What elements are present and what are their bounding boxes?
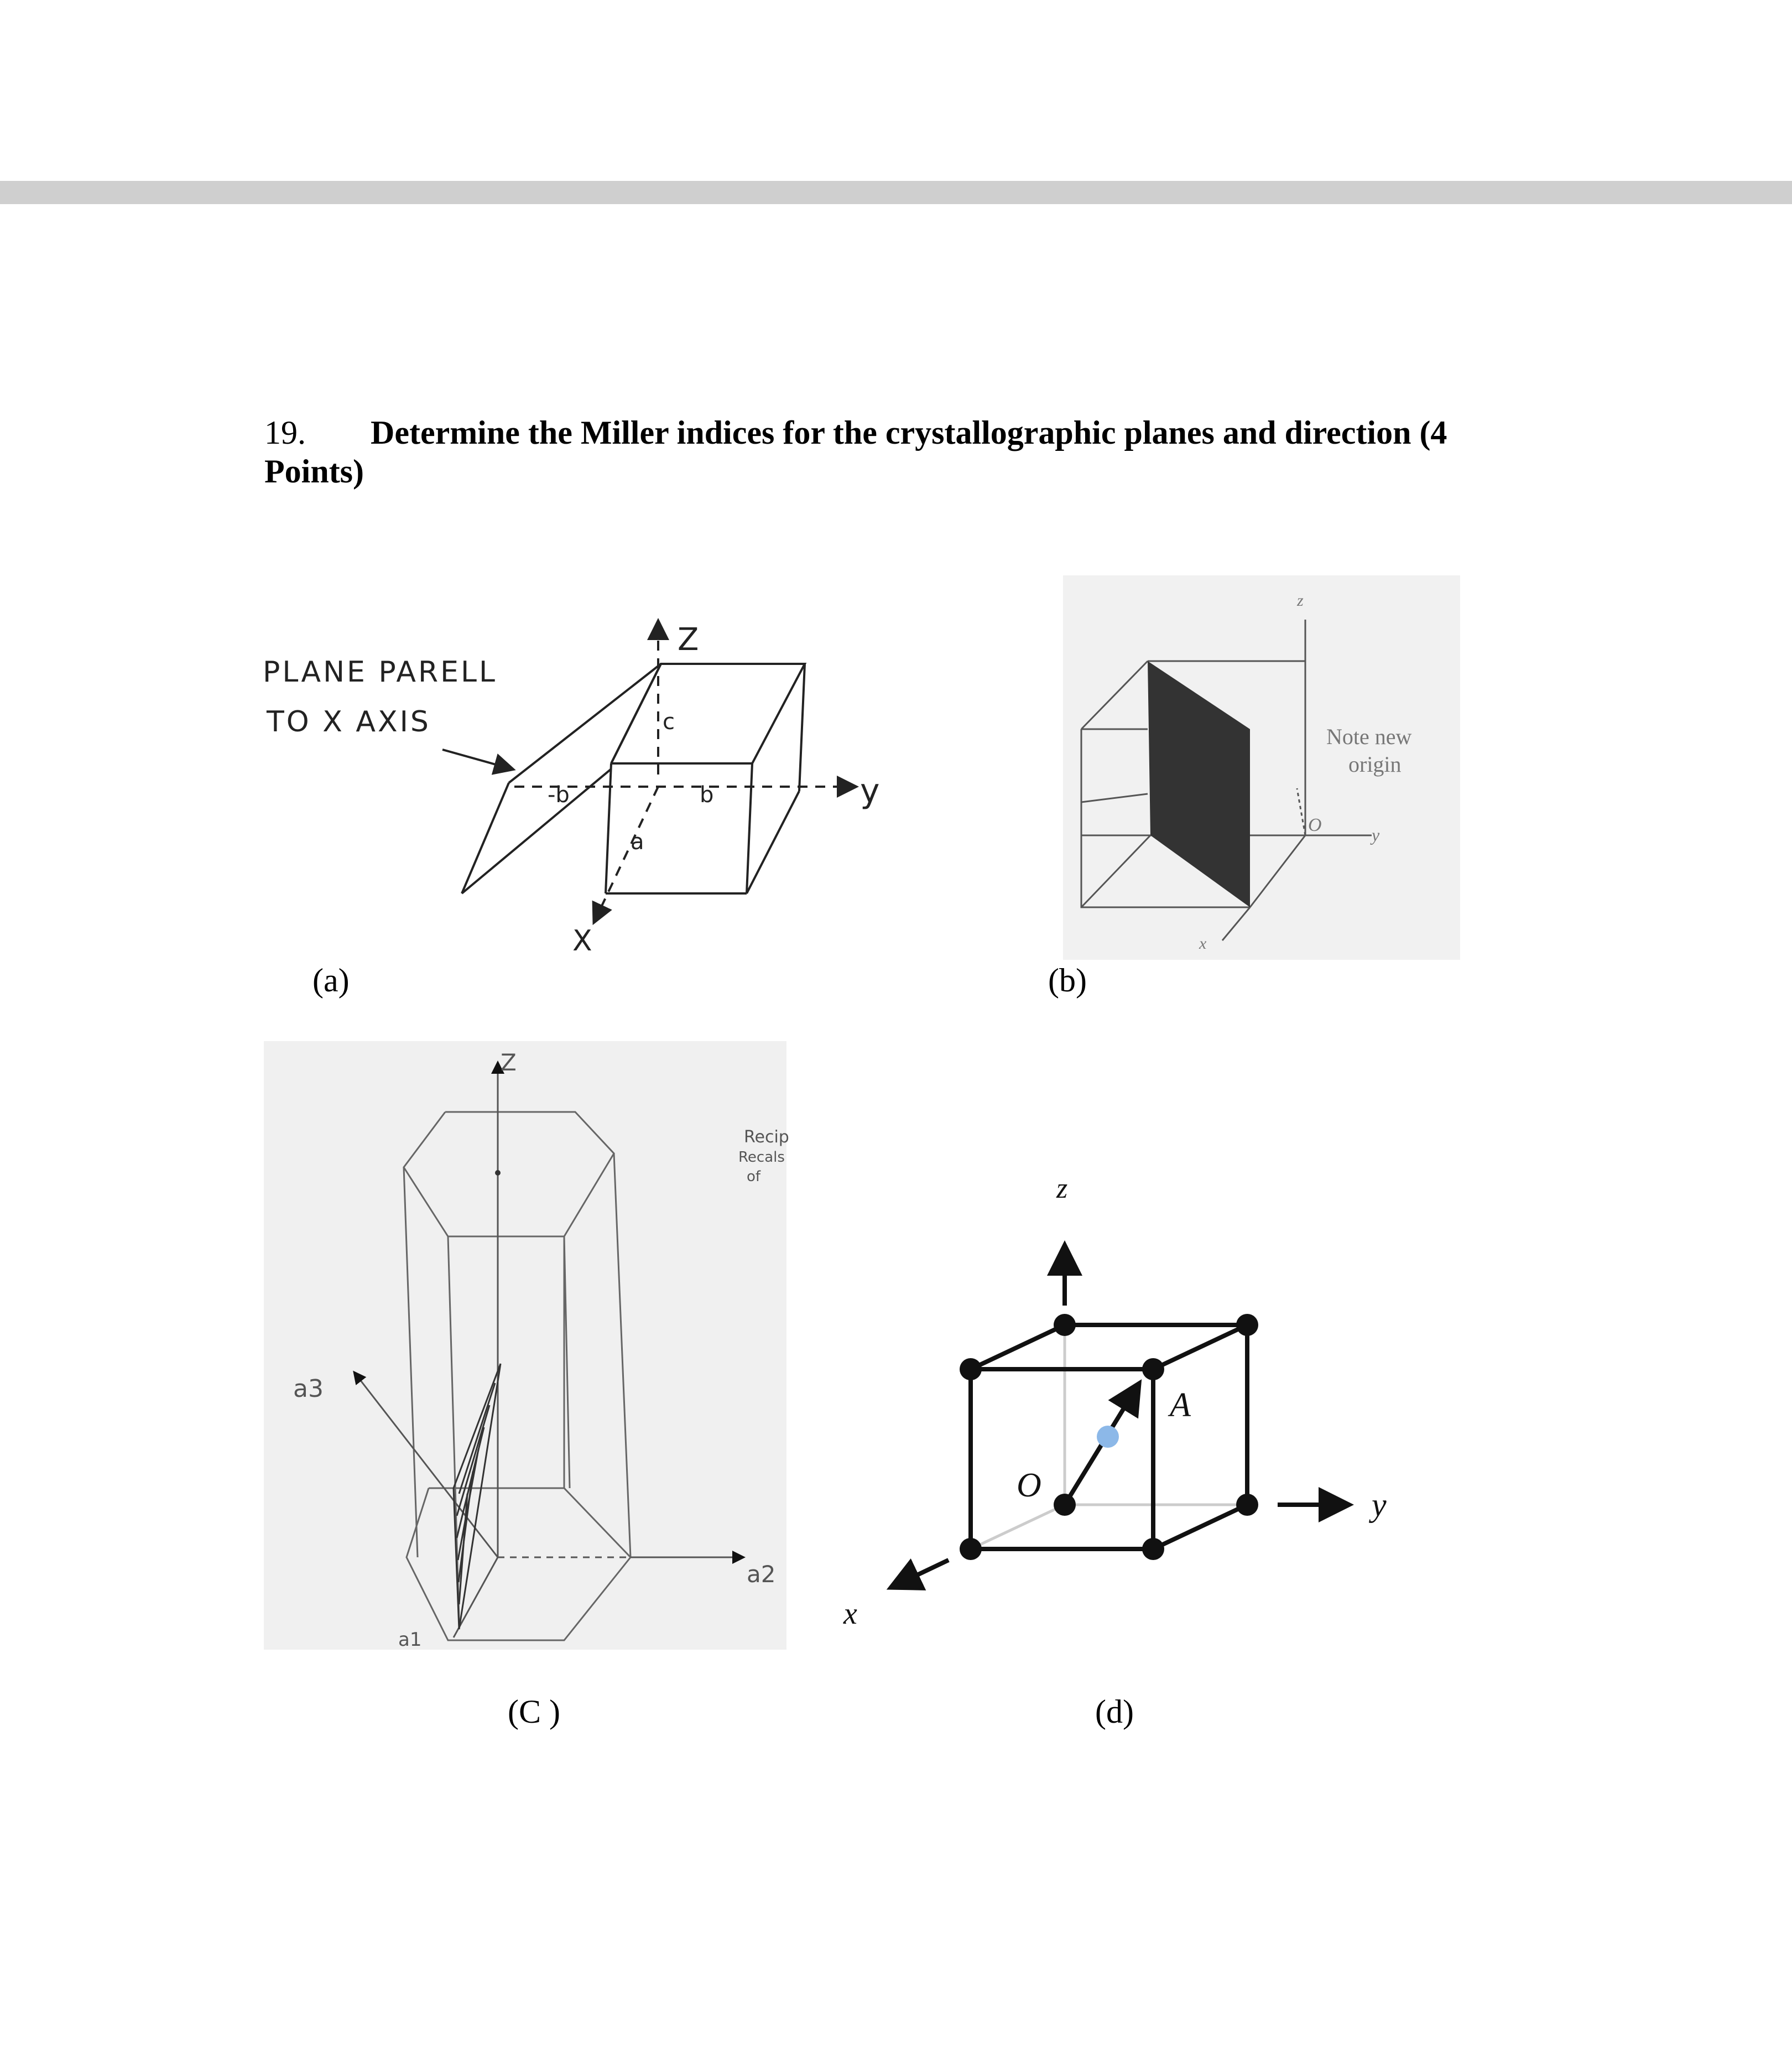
figure-d-x-label: x bbox=[843, 1597, 857, 1631]
figure-b-note-line2: origin bbox=[1348, 752, 1402, 777]
x-axis-a bbox=[595, 787, 658, 921]
figure-c-background bbox=[264, 1041, 786, 1650]
figure-a-caption: (a) bbox=[312, 962, 350, 999]
figure-a-z-label: Z bbox=[678, 622, 699, 658]
figure-b-caption: (b) bbox=[1048, 962, 1087, 999]
figure-d-caption: (d) bbox=[1095, 1693, 1134, 1730]
question-number: 19. bbox=[264, 414, 306, 451]
figure-b-x-label: x bbox=[1199, 934, 1207, 953]
figure-a bbox=[442, 622, 855, 921]
figure-c-a1-label: a1 bbox=[398, 1629, 422, 1651]
figure-c-a3-label: a3 bbox=[293, 1375, 324, 1403]
highlight-dot bbox=[1097, 1426, 1119, 1448]
figure-a-x-label: X bbox=[572, 924, 592, 958]
figure-c-a2-label: a2 bbox=[747, 1561, 776, 1588]
note-arrow-a bbox=[442, 750, 512, 769]
figure-c-z-label: Z bbox=[501, 1049, 517, 1076]
plane-parallel-x bbox=[462, 664, 661, 893]
figure-c-caption: (C ) bbox=[508, 1693, 560, 1730]
figure-b-origin-label: O bbox=[1308, 815, 1322, 835]
figure-a-neg-b-label: -b bbox=[548, 782, 570, 808]
figure-a-note-line2: TO X AXIS bbox=[267, 705, 431, 739]
figure-c bbox=[264, 1041, 786, 1650]
unit-cell-a bbox=[606, 664, 805, 893]
figure-a-c-label: c bbox=[663, 709, 675, 735]
figure-b-z-label: z bbox=[1297, 591, 1304, 610]
figure-a-y-label: y bbox=[860, 772, 880, 810]
x-axis-d bbox=[890, 1560, 949, 1588]
figure-c-note-line2: Recals bbox=[738, 1149, 785, 1166]
figure-b-y-label: y bbox=[1372, 825, 1380, 845]
figure-d-z-label: z bbox=[1056, 1173, 1068, 1204]
question-text: Determine the Miller indices for the crystallographic planes and direction (4 bbox=[371, 414, 1447, 451]
figure-d bbox=[890, 1245, 1350, 1588]
figure-a-note-line1: PLANE PARELL bbox=[263, 656, 497, 689]
figure-d-point-a-label: A bbox=[1170, 1386, 1191, 1424]
figure-d-origin-label: O bbox=[1017, 1467, 1041, 1504]
c-axis-mark bbox=[495, 1170, 501, 1176]
figure-d-y-label: y bbox=[1372, 1486, 1387, 1523]
figure-c-note-line3: of bbox=[747, 1168, 761, 1185]
question-text-continued: Points) bbox=[264, 453, 364, 490]
figure-a-a-label: a bbox=[631, 829, 644, 855]
figure-b-note-line1: Note new bbox=[1326, 724, 1412, 749]
figure-c-note-line1: Recip bbox=[744, 1127, 789, 1147]
figure-a-b-label: b bbox=[700, 782, 714, 808]
